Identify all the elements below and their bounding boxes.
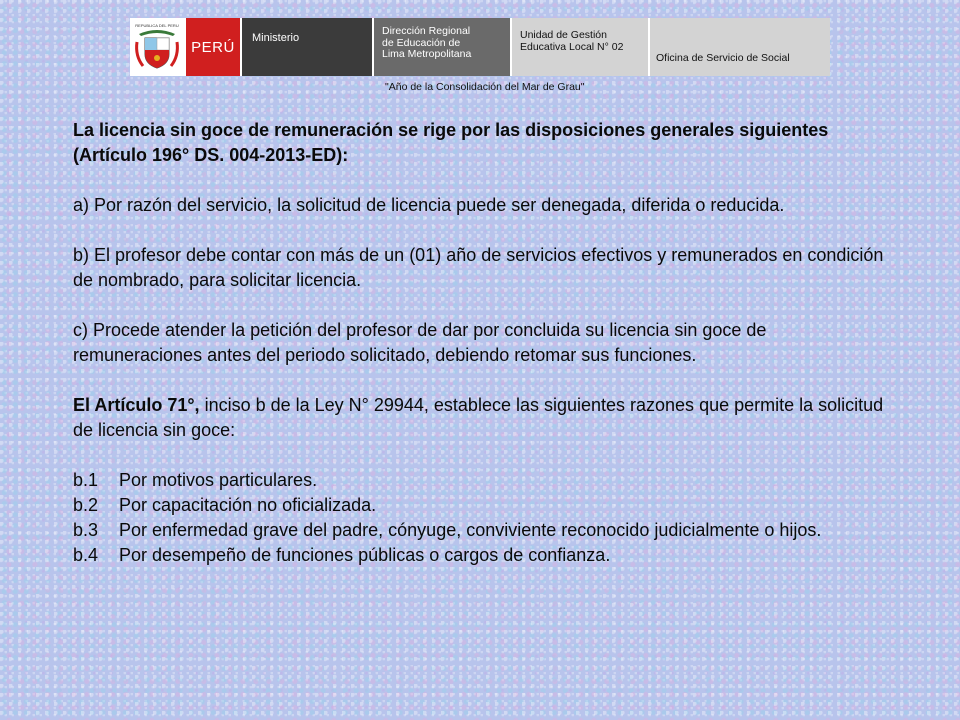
ministerio-label: Ministerio [242,18,372,76]
intro-paragraph: La licencia sin goce de remuneración se rige por las disposiciones generales siguientes (Artículo 196° DS. 004-2013-ED): [73,120,829,165]
list-item [73,493,893,518]
article-71-text: inciso b de la Ley N° 29944, establece las siguientes razones que permite la solicitud de licencia sin goce: [73,395,884,440]
paragraph-c: c) Procede atender la petición del profesor de dar por concluida su licencia sin goce de remuneraciones antes del periodo solicitado, debiendo retomar sus funciones. [73,320,767,365]
coat-of-arms-logo [130,18,184,76]
list-item [73,543,893,568]
ugel-label [512,18,648,76]
paragraph-b: b) El profesor debe contar con más de un (01) año de servicios efectivos y remunerados en condición de nombrado, para solicitar licencia. [73,245,884,290]
crest-lettering: REPUBLICA DEL PERU [135,23,179,28]
list-item-number: b.4 [73,545,99,565]
drel-line-1: Dirección Regional [382,25,471,37]
drel-label [374,18,510,76]
ugel-line-1: Unidad de Gestión [520,29,607,41]
year-motto: "Año de la Consolidación del Mar de Grau" [385,81,585,93]
paragraph-a: a) Por razón del servicio, la solicitud de licencia puede ser denegada, diferida o reducida. [73,195,785,215]
header-banner [130,18,830,76]
document-body [73,118,893,568]
ugel-line-2: Educativa Local N° 02 [520,40,624,53]
oficina-label: Oficina de Servicio de Social [650,18,830,76]
list-item-text: Por desempeño de funciones públicas o cargos de confianza. [119,545,611,565]
list-item-number: b.1 [73,470,99,490]
list-item-number: b.3 [73,520,99,540]
article-71-heading: El Artículo 71°, [73,395,200,415]
list-item [73,518,893,543]
drel-line-3: Lima Metropolitana [382,48,472,60]
drel-line-2: de Educación de [382,36,461,49]
coat-of-arms-icon [133,20,181,74]
list-item-text: Por enfermedad grave del padre, cónyuge, conviviente reconocido judicialmente o hijos. [119,520,822,540]
article-71-paragraph [73,393,893,443]
list-item-text: Por capacitación no oficializada. [119,495,377,515]
peru-label: PERÚ [186,18,240,76]
list-item-text: Por motivos particulares. [119,470,318,490]
reasons-list [73,468,893,568]
list-item [73,468,893,493]
list-item-number: b.2 [73,495,99,515]
